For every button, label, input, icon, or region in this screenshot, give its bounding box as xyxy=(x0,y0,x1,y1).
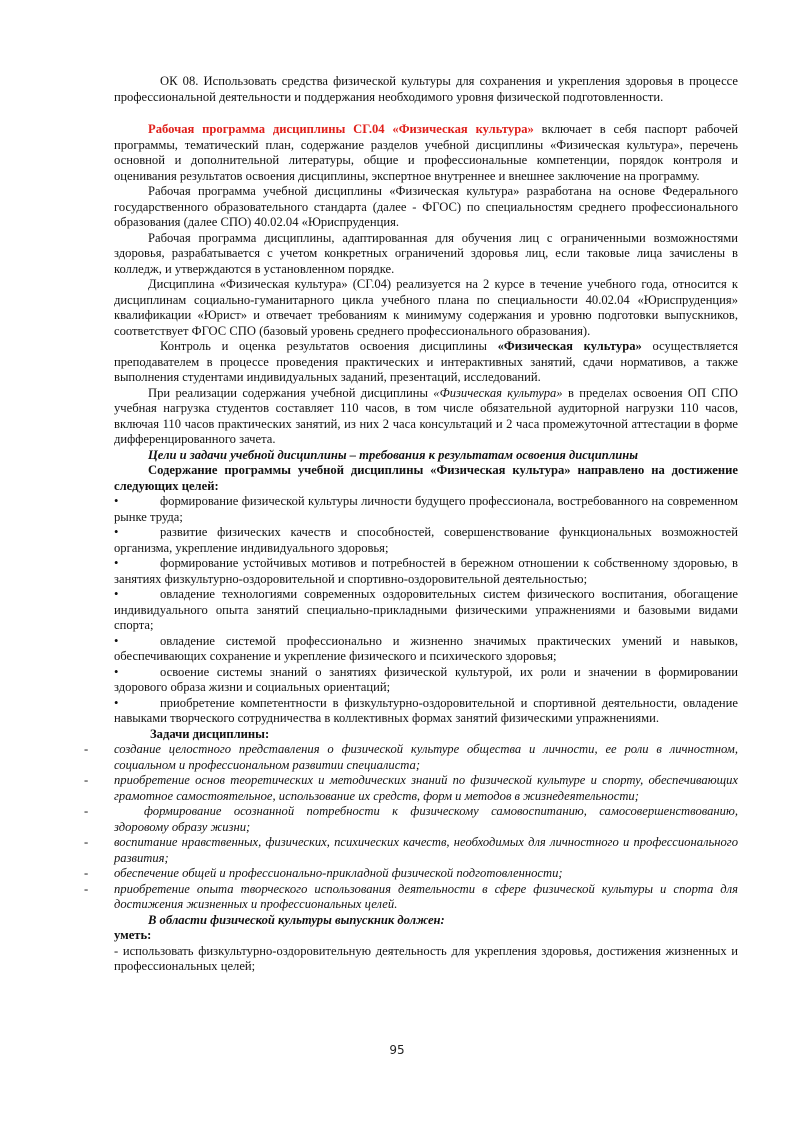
task-item xyxy=(84,804,738,835)
task-text: воспитание нравственных, физических, психических качеств, необходимых для личностного и профессионального развития; xyxy=(114,835,738,865)
task-text: обеспечение общей и профессионально-прикладной физической подготовленности; xyxy=(114,866,563,880)
paragraph-study-load: При реализации содержания учебной дисциплины «Физическая культура» в пределах освоения ОП СПО учебная нагрузка студентов составляет 110 часов, в том числе обязательной аудиторной нагрузки 110 часов, включая 110 часов практических занятий, из них 2 часа консультаций и 2 часа промежуточной аттестации в форме дифференцированного зачета. xyxy=(114,385,738,446)
bullet-icon: • xyxy=(114,695,119,710)
bullet-icon: • xyxy=(114,556,119,570)
bullet-icon: • xyxy=(114,525,119,539)
goal-item xyxy=(114,696,738,727)
goal-item xyxy=(114,525,738,556)
dash-marker: - xyxy=(84,804,89,818)
goal-item xyxy=(114,634,738,665)
goal-text: приобретение компетентности в физкультурно-оздоровительной и спортивной деятельности, овладение навыками творческого сотрудничества в коллективных формах занятий физическими упражнениями. xyxy=(114,695,738,725)
goal-item xyxy=(114,665,738,696)
page-number: 95 xyxy=(389,1043,405,1057)
dash-marker: - xyxy=(84,835,89,849)
task-text: создание целостного представления о физической культуре общества и личности, ее роли в личностном, социальном и профессиональном развитии специалиста; xyxy=(114,742,738,772)
dash-marker: - xyxy=(84,866,89,880)
bullet-icon: • xyxy=(114,664,119,679)
goal-text: формирование физической культуры личности будущего профессионала, востребованного на современном рынке труда; xyxy=(114,494,738,524)
task-item xyxy=(84,835,738,866)
goal-item xyxy=(114,494,738,525)
goal-text: овладение системой профессионально и жизненно значимых практических умений и навыков, обеспечивающих сохранение и укрепление физического и психического здоровья; xyxy=(114,633,738,663)
task-text: приобретение опыта творческого использования деятельности в сфере физической культуры и спорта для достижения жизненных и профессиональных целей. xyxy=(114,881,738,911)
competency-ok08: ОК 08. Использовать средства физической культуры для сохранения и укрепления здоровья в процессе профессиональной деятельности и поддержания необходимого уровня физической подготовленности. xyxy=(114,74,738,104)
tasks-heading: Задачи дисциплины: xyxy=(150,726,270,741)
skills-heading: уметь: xyxy=(114,928,152,942)
task-item xyxy=(84,866,738,882)
paragraph-program-composition xyxy=(114,122,738,184)
bullet-icon: • xyxy=(114,587,119,601)
paragraph-adapted-program: Рабочая программа дисциплины, адаптированная для обучения лиц с ограниченными возможностями здоровья, разрабатывается с учетом конкретных ограничений здоровья лиц, если таковые лица зачислены в колледж, и утверждаются в установленном порядке. xyxy=(114,230,738,276)
dash-marker: - xyxy=(84,881,89,896)
tasks-list xyxy=(84,742,738,913)
goal-item xyxy=(114,556,738,587)
paragraph-fgos-basis: Рабочая программа учебной дисциплины «Физическая культура» разработана на основе Федерального государственного образовательного стандарта (далее - ФГОС) по специальностям среднего профессионального образования (далее СПО) 40.02.04 «Юриспруденция. xyxy=(114,184,738,229)
goal-text: формирование устойчивых мотивов и потребностей в бережном отношении к собственному здоровью, в занятиях физкультурно-оздоровительной и спортивно-оздоровительной деятельностью; xyxy=(114,556,738,586)
program-composition-text: включает в себя паспорт рабочей программы, тематический план, содержание разделов учебной дисциплины «Физическая культура», перечень основной и дополнительной литературы, общие и профессиональные компетенции, порядок контроля и оценивания результатов освоения дисциплины, экспертное внутреннее и внешнее заключение на программу. xyxy=(114,122,738,183)
dash-marker: - xyxy=(84,742,89,756)
task-item xyxy=(84,881,738,913)
bullet-icon: • xyxy=(114,633,119,648)
goal-item xyxy=(114,587,738,634)
dash-marker: - xyxy=(84,773,89,787)
goals-heading: Цели и задачи учебной дисциплины – требования к результатам освоения дисциплины xyxy=(148,447,639,462)
bullet-icon: • xyxy=(114,494,119,508)
goals-list xyxy=(114,494,738,727)
goal-text: освоение системы знаний о занятиях физической культурой, их роли и значении в формировании здорового образа жизни и социальных ориентаций; xyxy=(114,664,738,694)
discipline-name-italic: «Физическая культура» xyxy=(433,385,563,400)
program-title: Рабочая программа дисциплины СГ.04 «Физическая культура» xyxy=(148,122,534,136)
task-text: приобретение основ теоретических и методических знаний по физической культуре и спорту, обеспечивающих грамотное самостоятельное, использование их средств, форм и методов в жизнедеятельности; xyxy=(114,773,738,803)
document-page xyxy=(84,74,738,975)
skills-item: - использовать физкультурно-оздоровительную деятельность для укрепления здоровья, достижения жизненных и профессиональных целей; xyxy=(114,943,738,973)
goal-text: овладение технологиями современных оздоровительных систем физического воспитания, обогащение индивидуального опыта занятий специально-прикладными физическими упражнениями и базовыми видами спорта; xyxy=(114,587,738,632)
task-text: формирование осознанной потребности к физическому самовоспитанию, самосовершенствованию, здоровому образу жизни; xyxy=(114,804,738,834)
goals-intro: Содержание программы учебной дисциплины «Физическая культура» направлено на достижение следующих целей: xyxy=(114,463,738,493)
task-item xyxy=(84,773,738,804)
discipline-name-bold: «Физическая культура» xyxy=(497,339,642,353)
graduate-heading: В области физической культуры выпускник должен: xyxy=(148,912,445,927)
paragraph-control-assessment: Контроль и оценка результатов освоения дисциплины «Физическая культура» осуществляется преподавателем в процессе проведения практических и интерактивных занятий, сдачи нормативов, а также выполнения студентами индивидуальных заданий, презентаций, исследований. xyxy=(114,339,738,384)
paragraph-discipline-placement: Дисциплина «Физическая культура» (СГ.04) реализуется на 2 курсе в течение учебного года, относится к дисциплинам социально-гуманитарного цикла учебного плана по специальности 40.02.04 «Юриспруденция» квалификации «Юрист» и отвечает требованиям к минимуму содержания и уровню подготовки выпускников, соответствует ФГОС СПО (базовый уровень среднего профессионального образования). xyxy=(114,277,738,338)
goal-text: развитие физических качеств и способностей, совершенствование функциональных возможностей организма, укрепление индивидуального здоровья; xyxy=(114,525,738,555)
task-item xyxy=(84,742,738,773)
